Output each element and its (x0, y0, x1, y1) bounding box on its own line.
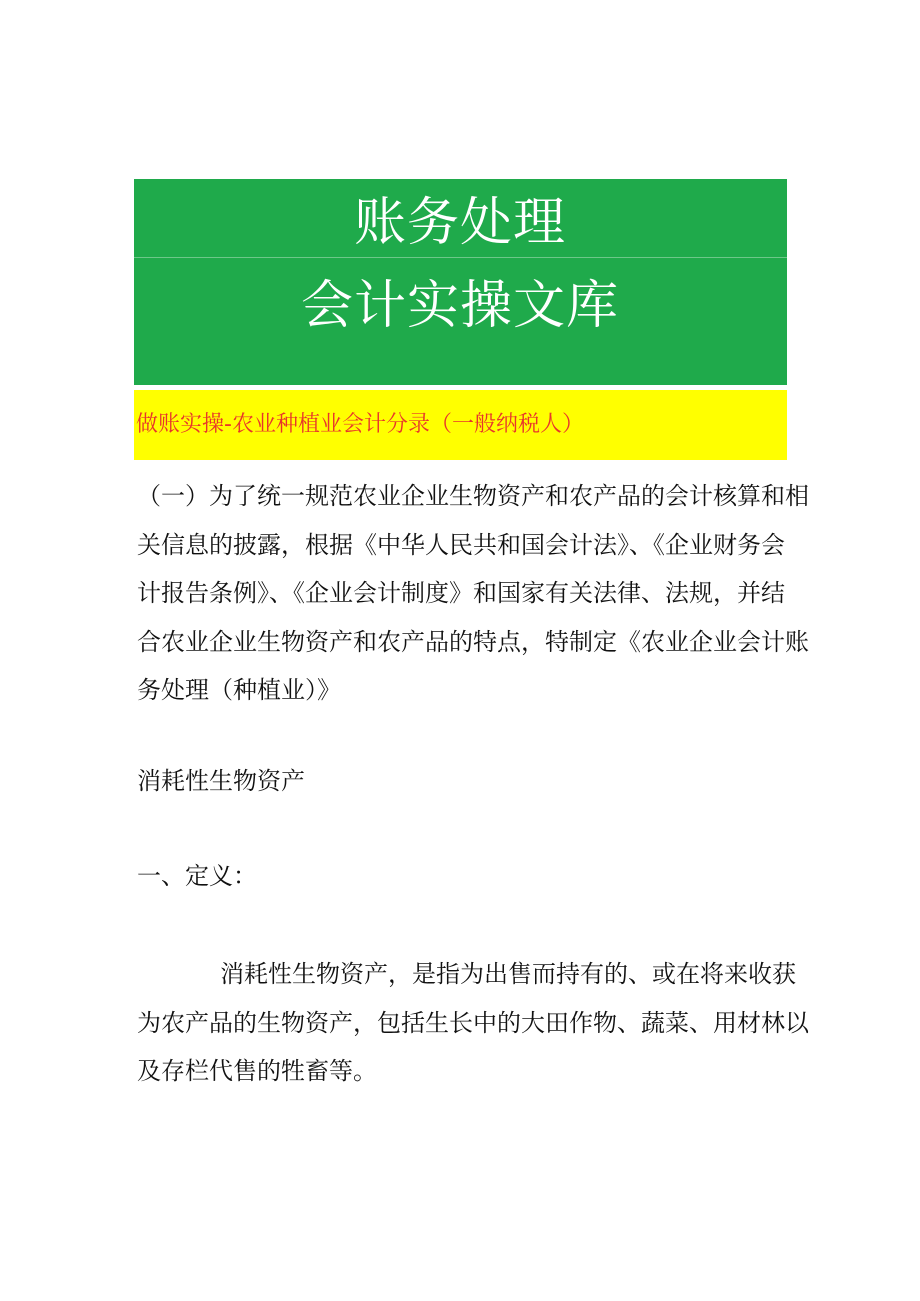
intro-line: 合农业企业生物资产和农产品的特点，特制定《农业企业会计账 (137, 627, 809, 656)
intro-line: 务处理（种植业）》 (137, 676, 341, 704)
banner-title-line1: 账务处理 (353, 193, 566, 253)
definition-heading: 一、定义： (137, 862, 257, 890)
banner-divider (134, 257, 787, 258)
intro-line: （一）为了统一规范农业企业生物资产和农产品的会计核算和相 (137, 482, 809, 510)
intro-paragraph (137, 472, 809, 715)
definition-line: 为农产品的生物资产，包括生长中的大田作物、蔬菜、用材林以 (137, 1008, 809, 1037)
definition-paragraph (137, 950, 809, 1096)
definition-line: 消耗性生物资产，是指为出售而持有的、或在将来收获 (220, 960, 796, 988)
document-subtitle: 做账实操-农业种植业会计分录（一般纳税人） (136, 412, 584, 437)
subtitle-bar (134, 390, 787, 460)
intro-line: 计报告条例》、《企业会计制度》和国家有关法律、法规，并结 (137, 579, 785, 607)
banner-title-line2: 会计实操文库 (300, 276, 619, 336)
definition-line: 及存栏代售的牲畜等。 (137, 1057, 377, 1085)
section-heading: 消耗性生物资产 (137, 767, 305, 795)
intro-line: 关信息的披露，根据《中华人民共和国会计法》、《企业财务会 (137, 530, 785, 559)
